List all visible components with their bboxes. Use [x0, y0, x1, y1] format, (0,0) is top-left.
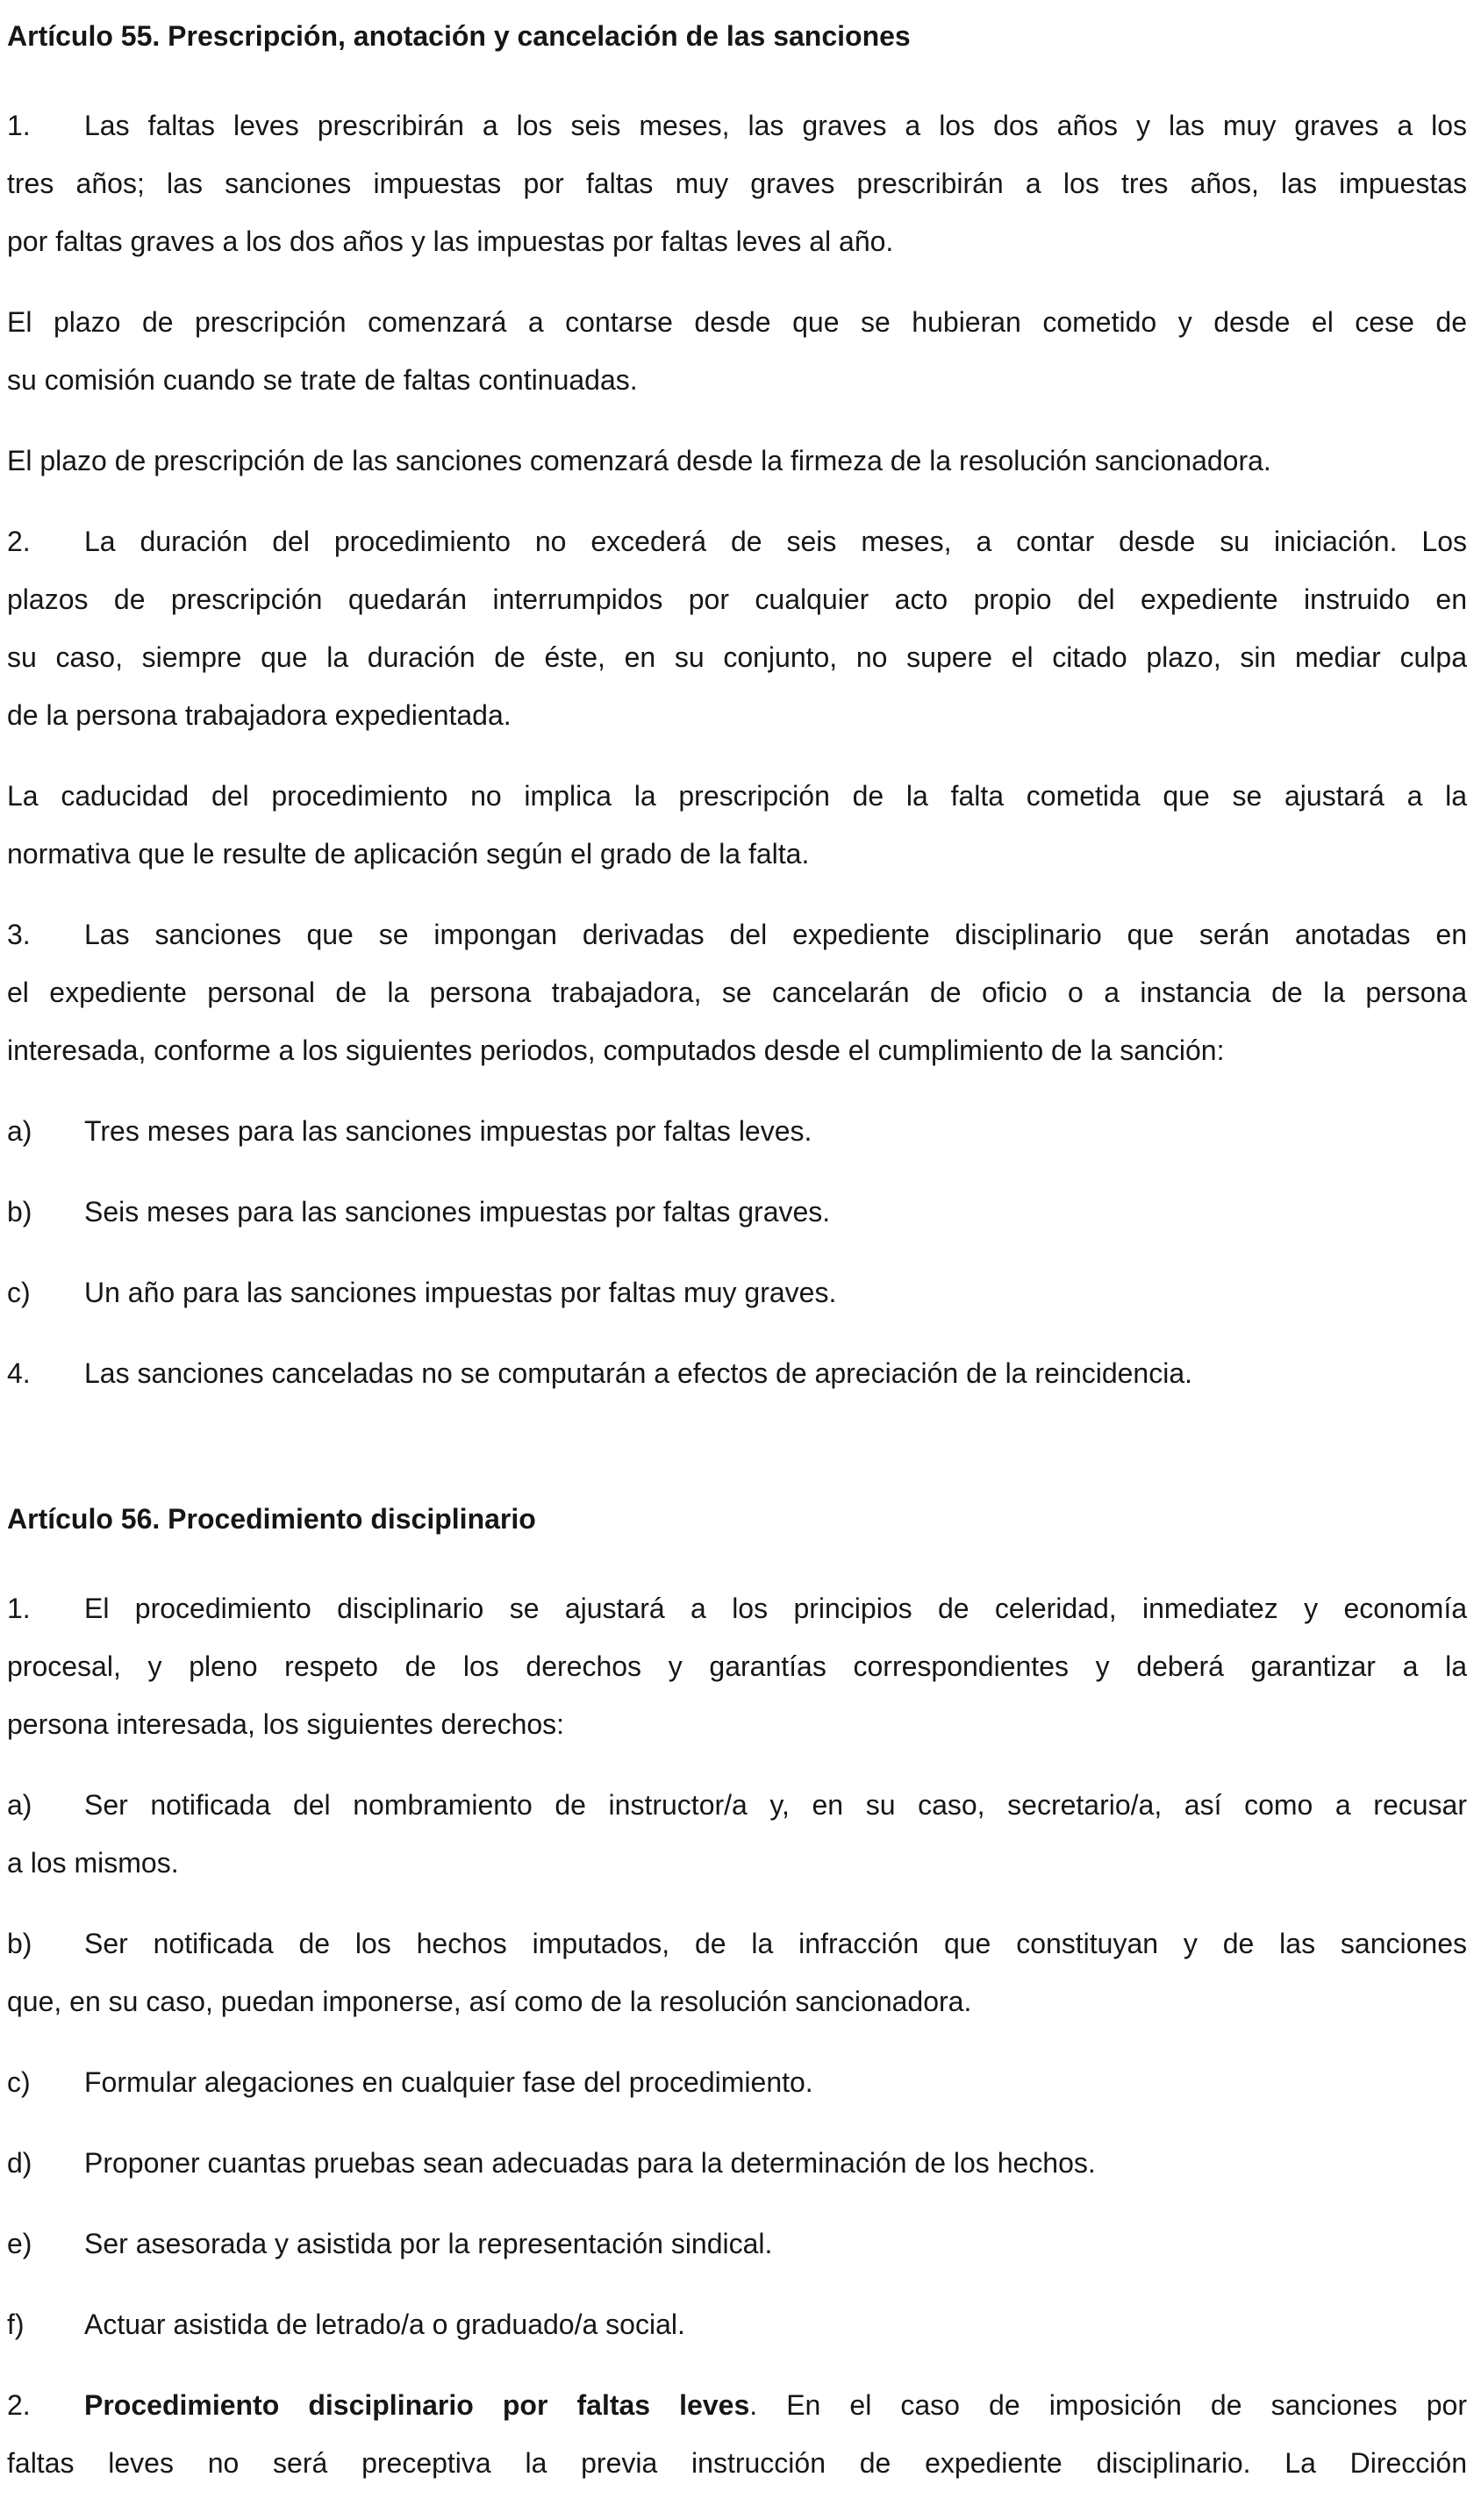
text-line	[7, 2053, 1467, 2111]
text-line	[7, 154, 1467, 212]
text-line	[7, 1579, 1467, 1637]
art56-item-d	[7, 2134, 1467, 2192]
text-line	[7, 1344, 1467, 1402]
art56-item-e	[7, 2215, 1467, 2273]
text-segment: su comisión cuando se trate de faltas continuadas.	[7, 364, 638, 396]
list-marker: 4.	[7, 1357, 31, 1389]
art55-paragraph-firmeza	[7, 432, 1467, 490]
text-segment: normativa que le resulte de aplicación según el grado de la falta.	[7, 838, 810, 870]
text-line	[7, 1834, 1467, 1892]
bold-text-segment: Procedimiento disciplinario por faltas leves	[84, 2389, 750, 2421]
text-line	[7, 570, 1467, 628]
text-segment: de la persona trabajadora expedientada.	[7, 699, 512, 731]
list-marker: 1.	[7, 1593, 31, 1624]
text-line	[7, 432, 1467, 490]
text-segment: por faltas graves a los dos años y las impuestas por faltas leves al año.	[7, 226, 894, 257]
art56-item-c	[7, 2053, 1467, 2111]
text-segment: Las sanciones canceladas no se computarán a efectos de apreciación de la reincidencia.	[84, 1357, 1193, 1389]
text-segment: plazos de prescripción quedarán interrumpidos por cualquier acto propio del expediente instruido en	[7, 583, 1467, 615]
text-segment: Proponer cuantas pruebas sean adecuadas para la determinación de los hechos.	[84, 2147, 1096, 2179]
article-55-heading	[7, 7, 1467, 65]
text-segment: interesada, conforme a los siguientes periodos, computados desde el cumplimiento de la sanción:	[7, 1034, 1225, 1066]
text-segment: Ser asesorada y asistida por la representación sindical.	[84, 2228, 773, 2259]
text-segment: procesal, y pleno respeto de los derechos y garantías correspondientes y deberá garantizar a la	[7, 1650, 1467, 1682]
text-line	[7, 906, 1467, 963]
text-segment: El procedimiento disciplinario se ajustará a los principios de celeridad, inmediatez y economía	[84, 1593, 1467, 1624]
text-line	[7, 1637, 1467, 1695]
text-line	[7, 2376, 1467, 2434]
text-line	[7, 97, 1467, 154]
text-line	[7, 1972, 1467, 2030]
text-line	[7, 293, 1467, 351]
list-marker: 2.	[7, 526, 31, 557]
list-marker: c)	[7, 2066, 31, 2098]
art56-item-a	[7, 1776, 1467, 1892]
text-segment: Las faltas leves prescribirán a los seis meses, las graves a los dos años y las muy graves a los	[84, 110, 1467, 141]
art55-paragraph-caducidad	[7, 767, 1467, 883]
text-segment: persona interesada, los siguientes derechos:	[7, 1708, 565, 1740]
list-marker: b)	[7, 1928, 32, 1959]
text-segment: . En el caso de imposición de sanciones por	[749, 2389, 1467, 2421]
text-line	[7, 2215, 1467, 2273]
text-line	[7, 2134, 1467, 2192]
text-segment: que, en su caso, puedan imponerse, así como de la resolución sancionadora.	[7, 1986, 972, 2017]
art55-paragraph-2	[7, 512, 1467, 744]
text-line	[7, 212, 1467, 270]
text-line	[7, 767, 1467, 825]
text-line	[7, 1264, 1467, 1321]
text-line	[7, 1021, 1467, 1079]
text-line	[7, 2295, 1467, 2353]
text-segment: El plazo de prescripción de las sanciones comenzará desde la firmeza de la resolución sancionadora.	[7, 445, 1271, 476]
art56-item-f	[7, 2295, 1467, 2353]
text-line	[7, 1776, 1467, 1834]
text-segment: Un año para las sanciones impuestas por faltas muy graves.	[84, 1277, 837, 1308]
text-segment: Actuar asistida de letrado/a o graduado/a social.	[84, 2309, 685, 2340]
list-marker: c)	[7, 1277, 31, 1308]
text-segment: La caducidad del procedimiento no implica la prescripción de la falta cometida que se ajustará a la	[7, 780, 1467, 812]
bold-text-segment: Artículo 56. Procedimiento disciplinario	[7, 1503, 536, 1535]
bold-text-segment: Artículo 55. Prescripción, anotación y cancelación de las sanciones	[7, 20, 911, 52]
art55-paragraph-plazo-comienzo	[7, 293, 1467, 409]
text-line	[7, 2434, 1467, 2492]
text-segment: Ser notificada del nombramiento de instructor/a y, en su caso, secretario/a, así como a recusar	[84, 1789, 1467, 1821]
text-line	[7, 1183, 1467, 1241]
text-line	[7, 1102, 1467, 1160]
art55-paragraph-1	[7, 97, 1467, 270]
text-line	[7, 512, 1467, 570]
list-marker: b)	[7, 1196, 32, 1228]
text-line	[7, 1695, 1467, 1753]
text-segment: el expediente personal de la persona trabajadora, se cancelarán de oficio o a instancia de la persona	[7, 977, 1467, 1008]
art55-paragraph-3	[7, 906, 1467, 1079]
heading-line	[7, 7, 1467, 65]
text-segment: El plazo de prescripción comenzará a contarse desde que se hubieran cometido y desde el cese de	[7, 306, 1467, 338]
art56-paragraph-1	[7, 1579, 1467, 1753]
text-segment: tres años; las sanciones impuestas por faltas muy graves prescribirán a los tres años, las impuestas	[7, 168, 1467, 199]
article-56-heading	[7, 1490, 1467, 1548]
list-marker: e)	[7, 2228, 32, 2259]
text-line	[7, 1915, 1467, 1972]
text-segment: La duración del procedimiento no excederá de seis meses, a contar desde su iniciación. Los	[84, 526, 1467, 557]
text-line	[7, 963, 1467, 1021]
art55-paragraph-4	[7, 1344, 1467, 1402]
text-segment: faltas leves no será preceptiva la previa instrucción de expediente disciplinario. La Dirección	[7, 2447, 1467, 2479]
list-marker: f)	[7, 2309, 25, 2340]
art55-item-b	[7, 1183, 1467, 1241]
text-segment: su caso, siempre que la duración de éste, en su conjunto, no supere el citado plazo, sin mediar culpa	[7, 641, 1467, 673]
art55-item-a	[7, 1102, 1467, 1160]
art56-item-b	[7, 1915, 1467, 2030]
heading-line	[7, 1490, 1467, 1548]
list-marker: d)	[7, 2147, 32, 2179]
text-line	[7, 351, 1467, 409]
text-segment: Tres meses para las sanciones impuestas por faltas leves.	[84, 1115, 812, 1147]
text-segment: Seis meses para las sanciones impuestas por faltas graves.	[84, 1196, 831, 1228]
text-line	[7, 628, 1467, 686]
list-marker: a)	[7, 1789, 32, 1821]
text-segment: Ser notificada de los hechos imputados, de la infracción que constituyan y de las sanciones	[84, 1928, 1467, 1959]
text-segment: a los mismos.	[7, 1847, 179, 1879]
list-marker: 1.	[7, 110, 31, 141]
list-marker: 2.	[7, 2389, 31, 2421]
list-marker: a)	[7, 1115, 32, 1147]
text-line	[7, 825, 1467, 883]
list-marker: 3.	[7, 919, 31, 950]
text-segment: Formular alegaciones en cualquier fase del procedimiento.	[84, 2066, 813, 2098]
text-line	[7, 686, 1467, 744]
text-segment: Las sanciones que se impongan derivadas del expediente disciplinario que serán anotadas en	[84, 919, 1467, 950]
art56-paragraph-2	[7, 2376, 1467, 2492]
art55-item-c	[7, 1264, 1467, 1321]
